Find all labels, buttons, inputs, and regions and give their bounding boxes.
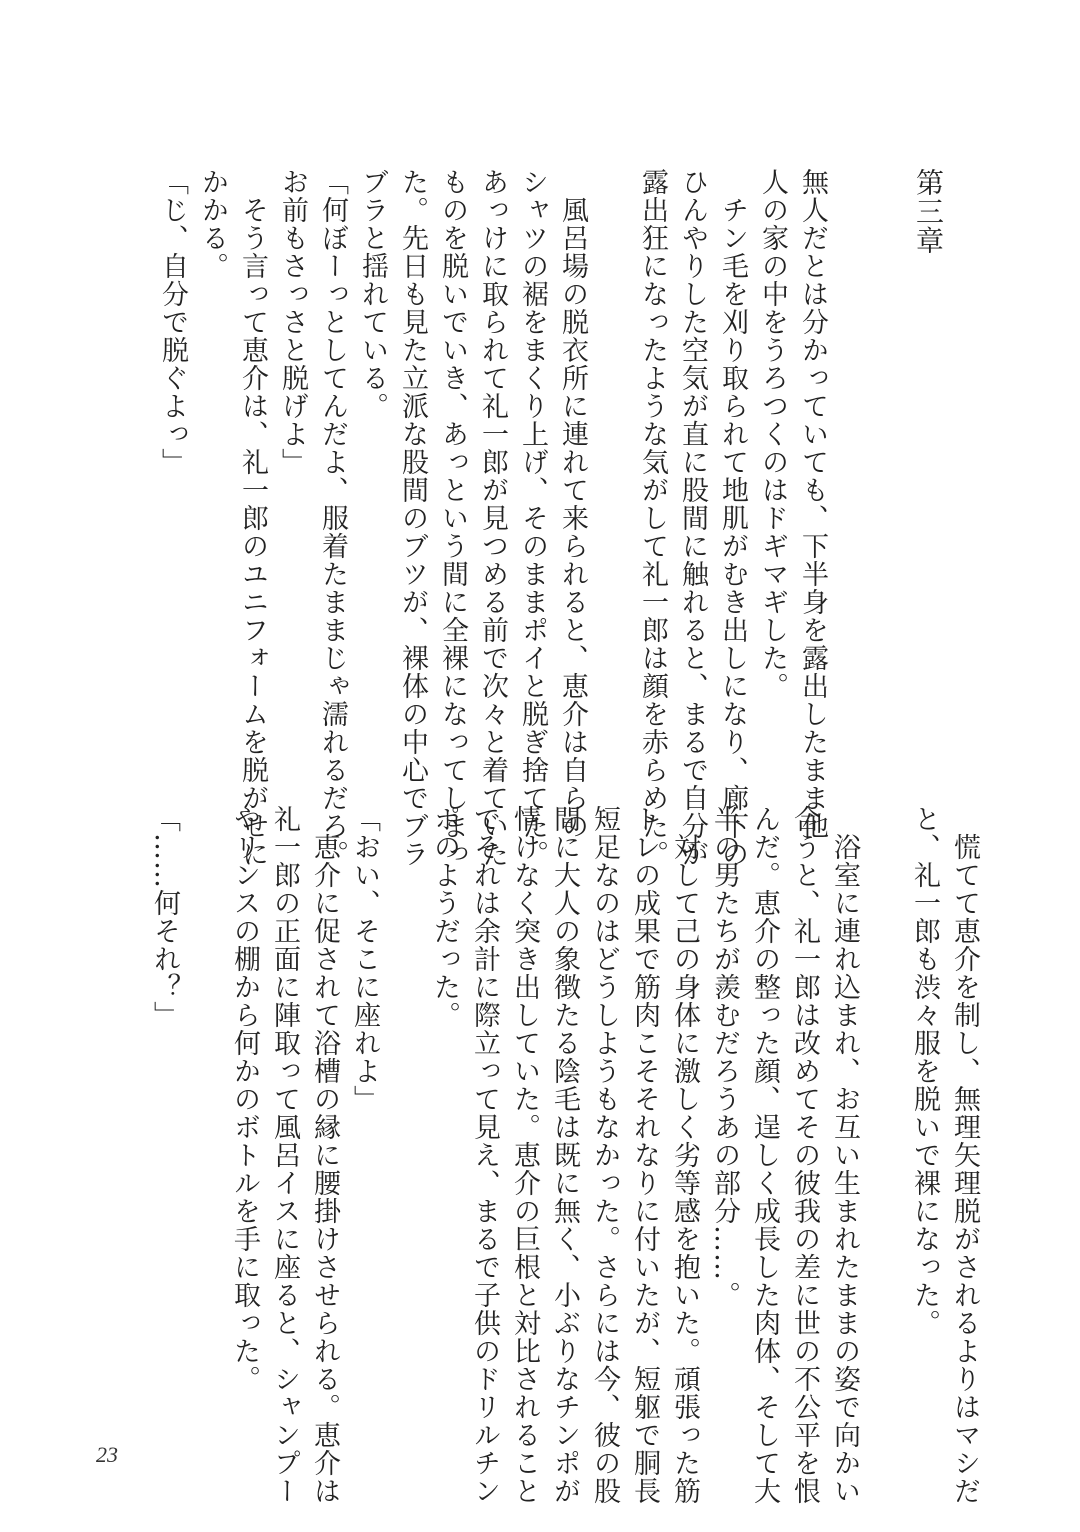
chapter-heading: 第三章 [912, 168, 945, 255]
text-line: 「……何それ？」 [149, 805, 180, 1029]
text-line: やリンスの棚から何かのボトルを手に取った。 [229, 805, 260, 1393]
text-line: かかる。 [197, 168, 228, 280]
text-line: 合うと、礼一郎は改めてその彼我の差に世の不公平を恨 [789, 805, 820, 1505]
text-line: 人の家の中をうろつくのはドギマギした。 [757, 168, 788, 700]
text-line: た。先日も見た立派な股間のブツが、裸体の中心でブラ [397, 168, 428, 868]
page-number: 23 [96, 1442, 118, 1467]
text-line: 短足なのはどうしようもなかった。さらには今、彼の股 [589, 805, 620, 1505]
text-line: そう言って恵介は、礼一郎のユニフォームを脱がせに [237, 168, 268, 868]
text-line: シャツの裾をまくり上げ、そのままポイと脱ぎ捨てた。 [517, 168, 548, 868]
text-line: 対して己の身体に激しく劣等感を抱いた。頑張った筋 [669, 805, 700, 1505]
text-line: ブラと揺れている。 [357, 168, 388, 420]
text-line: 無人だとは分かっていても、下半身を露出したまま他 [797, 168, 828, 840]
text-line: 「おい、そこに座れよ」 [349, 805, 380, 1113]
text-line: あっけに取られて礼一郎が見つめる前で次々と着ていた [477, 168, 508, 868]
text-line: お前もさっさと脱げよ」 [277, 168, 308, 476]
upper-text-block [152, 168, 832, 868]
text-line [384, 805, 424, 1395]
text-line [592, 168, 632, 788]
text-line: ものを脱いでいき、あっという間に全裸になってしまっ [437, 168, 468, 868]
text-line: 浴室に連れ込まれ、お互い生まれたままの姿で向かい [829, 805, 860, 1505]
text-line: 情けなく突き出していた。恵介の巨根と対比されること [509, 805, 540, 1505]
text-line: 礼一郎の正面に陣取って風呂イスに座ると、シャンプー [269, 805, 300, 1505]
text-line: 「じ、自分で脱ぐよっ」 [157, 168, 188, 476]
text-line: と、礼一郎も渋々服を脱いで裸になった。 [909, 805, 940, 1337]
text-line [864, 805, 904, 1395]
text-line: チン毛を刈り取られて地肌がむき出しになり、廊下の [717, 168, 748, 868]
text-line: ひんやりした空気が直に股間に触れると、まるで自分が [677, 168, 708, 868]
text-line: 慌てて恵介を制し、無理矢理脱がされるよりはマシだ [949, 805, 980, 1505]
text-line [184, 805, 224, 1395]
lower-text-block [144, 805, 984, 1505]
text-line: トレの成果で筋肉こそそれなりに付いたが、短躯で胴長 [629, 805, 660, 1505]
text-line: ポのようだった。 [429, 805, 460, 1029]
text-line: 「何ぼーっとしてんだよ、服着たままじゃ濡れるだろ。 [317, 168, 348, 868]
text-line: んだ。恵介の整った顔、逞しく成長した肉体、そして大 [749, 805, 780, 1505]
text-line: 露出狂になったような気がして礼一郎は顔を赤らめた。 [637, 168, 668, 868]
text-line: でそれは余計に際立って見え、まるで子供のドリルチン [469, 805, 500, 1505]
text-line: 恵介に促されて浴槽の縁に腰掛けさせられる。恵介は [309, 805, 340, 1505]
text-line: 風呂場の脱衣所に連れて来られると、恵介は自らの [557, 168, 588, 840]
text-line: 半の男たちが羨むだろうあの部分……。 [709, 805, 740, 1309]
text-line: 間に大人の象徴たる陰毛は既に無く、小ぶりなチンポが [549, 805, 580, 1505]
